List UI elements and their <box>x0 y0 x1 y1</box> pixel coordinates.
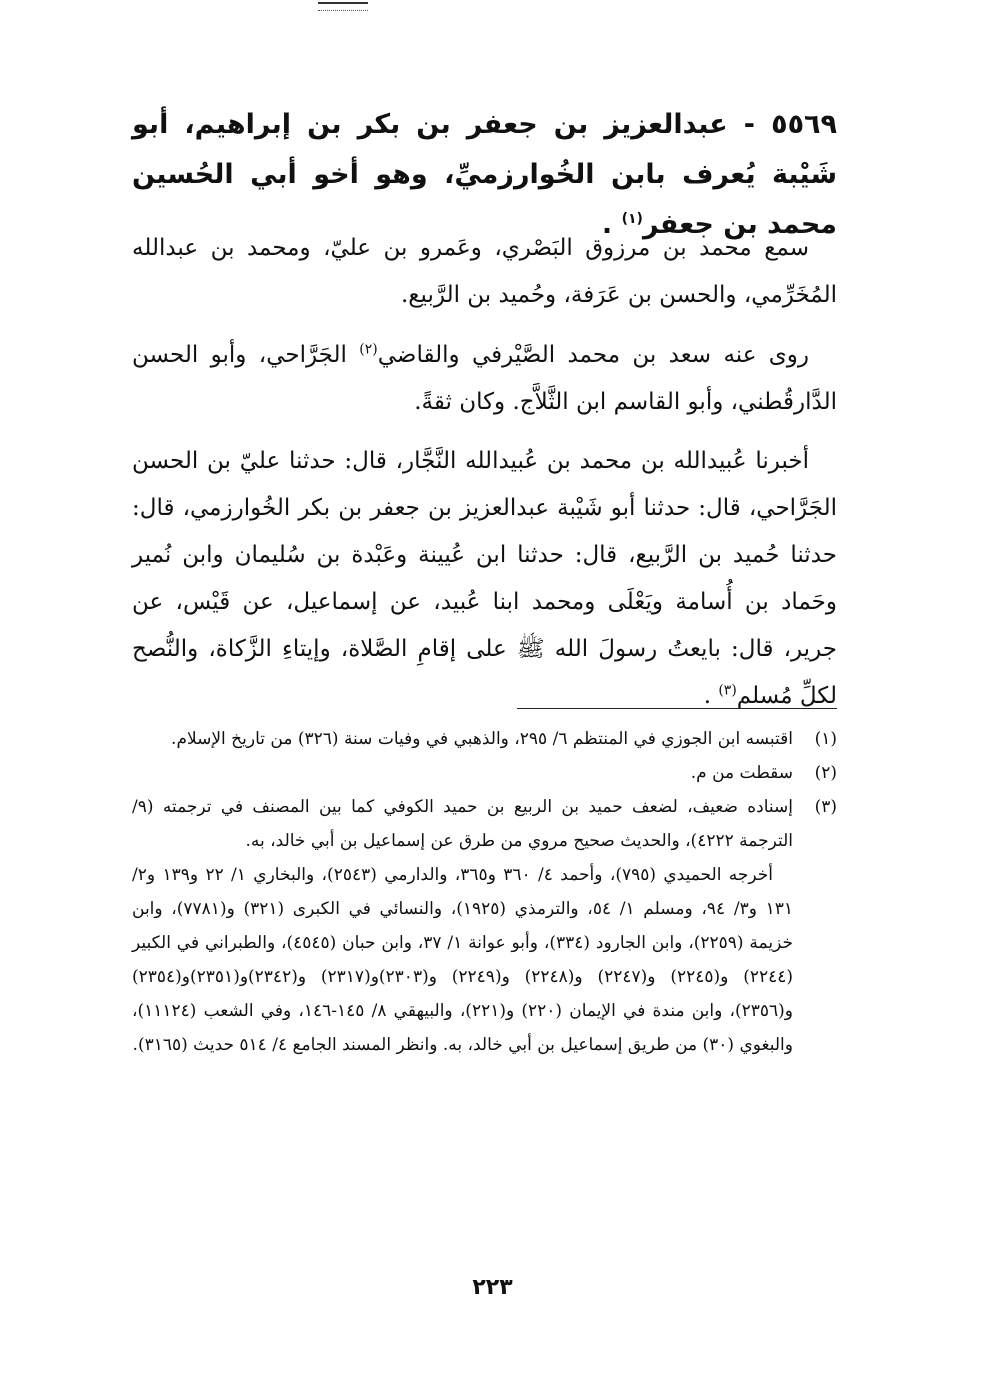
footnote-text: سقطت من م. <box>690 763 793 783</box>
entry-heading-text: عبدالعزيز بن جعفر بن بكر بن إبراهيم، أبو شَيْبة يُعرف بابن الخُوارزميِّ، وهو أخو أبي الحُسين محمد بن جعفر <box>132 109 837 240</box>
footnote-number: (٣) <box>814 797 837 817</box>
heading-end: . <box>601 209 613 240</box>
footnote-1 <box>132 722 837 756</box>
paragraph-narrated-text-a: روى عنه سعد بن محمد الصَّيْرفي والقاضي <box>377 342 810 368</box>
paragraph-heard-text: سمع محمد بن مرزوق البَصْري، وعَمرو بن عليّ، ومحمد بن عبدالله المُخَرِّمي، والحسن بن عَرَفة، وحُميد بن الرَّبيع. <box>132 235 837 308</box>
footnote-number: (٢) <box>814 763 837 783</box>
paragraph-hadith-end: . <box>703 683 712 709</box>
footnote-number: (١) <box>814 729 837 749</box>
footnote-ref-2: (٢) <box>359 341 378 358</box>
footnote-text: إسناده ضعيف، لضعف حميد بن الربيع بن حميد الكوفي كما بين المصنف في ترجمته (٩/ الترجمة ٤٢٢٢)، والحديث صحيح مروي من طرق عن إسماعيل بن أبي خالد، به. <box>132 797 793 851</box>
entry-number: ٥٥٦٩ <box>771 109 838 140</box>
paragraph-heard-from <box>132 225 837 319</box>
footnote-3 <box>132 790 837 858</box>
top-decoration <box>318 2 368 11</box>
footnote-text: اقتبسه ابن الجوزي في المنتظم ٦/ ٢٩٥، والذهبي في وفيات سنة (٣٢٦) من تاريخ الإسلام. <box>171 729 793 749</box>
footnote-continuation-text: أخرجه الحميدي (٧٩٥)، وأحمد ٤/ ٣٦٠ و٣٦٥، والدارمي (٢٥٤٣)، والبخاري ١/ ٢٢ و١٣٩ و٢/ ١٣١ و٣/ ٩٤، ومسلم ١/ ٥٤، والترمذي (١٩٢٥)، والنسائي في الكبرى (٣٢١) و(٧٧٨١)، وابن خزيمة (٢٢٥٩)، وابن الجارود (٣٣٤)، وأبو عوانة ١/ ٣٧، وابن حبان (٤٥٤٥)، والطبراني في الكبير (٢٢٤٤) و(٢٢٤٥) و(٢٢٤٧) و(٢٢٤٨) و(٢٢٤٩) و(٢٣٠٣)و(٢٣١٧) و(٢٣٤٢)و(٢٣٥١)و(٢٣٥٤) و(٢٣٥٦)، وابن مندة في الإيمان (٢٢٠) و(٢٢١)، والبيهقي ٨/ ١٤٥-١٤٦، وفي الشعب (١١١٢٤)، والبغوي (٣٠) من طريق إسماعيل بن أبي خالد، به. وانظر المسند الجامع ٤/ ٥١٤ حديث (٣١٦٥). <box>132 865 794 1055</box>
footnote-divider <box>517 708 837 709</box>
footnote-ref-3: (٣) <box>718 682 737 699</box>
footnote-ref-1: (١) <box>621 211 643 227</box>
footnote-2 <box>132 756 837 790</box>
paragraph-hadith-text: أخبرنا عُبيدالله بن محمد بن عُبيدالله النَّجَّار، قال: حدثنا عليّ بن الحسن الجَرَّاحي، قال: حدثنا أبو شَيْبة عبدالعزيز بن جعفر بن بكر الخُوارزمي، قال: حدثنا حُميد بن الرَّبيع، قال: حدثنا ابن عُيينة وعَبْدة بن سُليمان وابن نُمير وحَماد بن أُسامة ويَعْلَى ومحمد ابنا عُبيد، عن إسماعيل، عن قَيْس، عن جرير، قال: بايعتُ رسولَ الله ﷺ على إقامِ الصَّلاة، وإيتاءِ الزَّكاة، والنُّصح لكلِّ مُسلم <box>132 448 837 709</box>
heading-dash: - <box>727 109 756 140</box>
paragraph-narrated-text-b: الجَرَّاحي، وأبو الحسن الدَّارقُطني، وأبو القاسم ابن الثَّلاَّج. وكان ثقةً. <box>132 342 837 415</box>
paragraph-narrated-by <box>132 332 837 426</box>
page-number: ٢٢٣ <box>472 1275 513 1300</box>
footnotes-section <box>132 722 837 1062</box>
paragraph-hadith <box>132 438 837 720</box>
footnote-3-continuation <box>132 858 793 1062</box>
